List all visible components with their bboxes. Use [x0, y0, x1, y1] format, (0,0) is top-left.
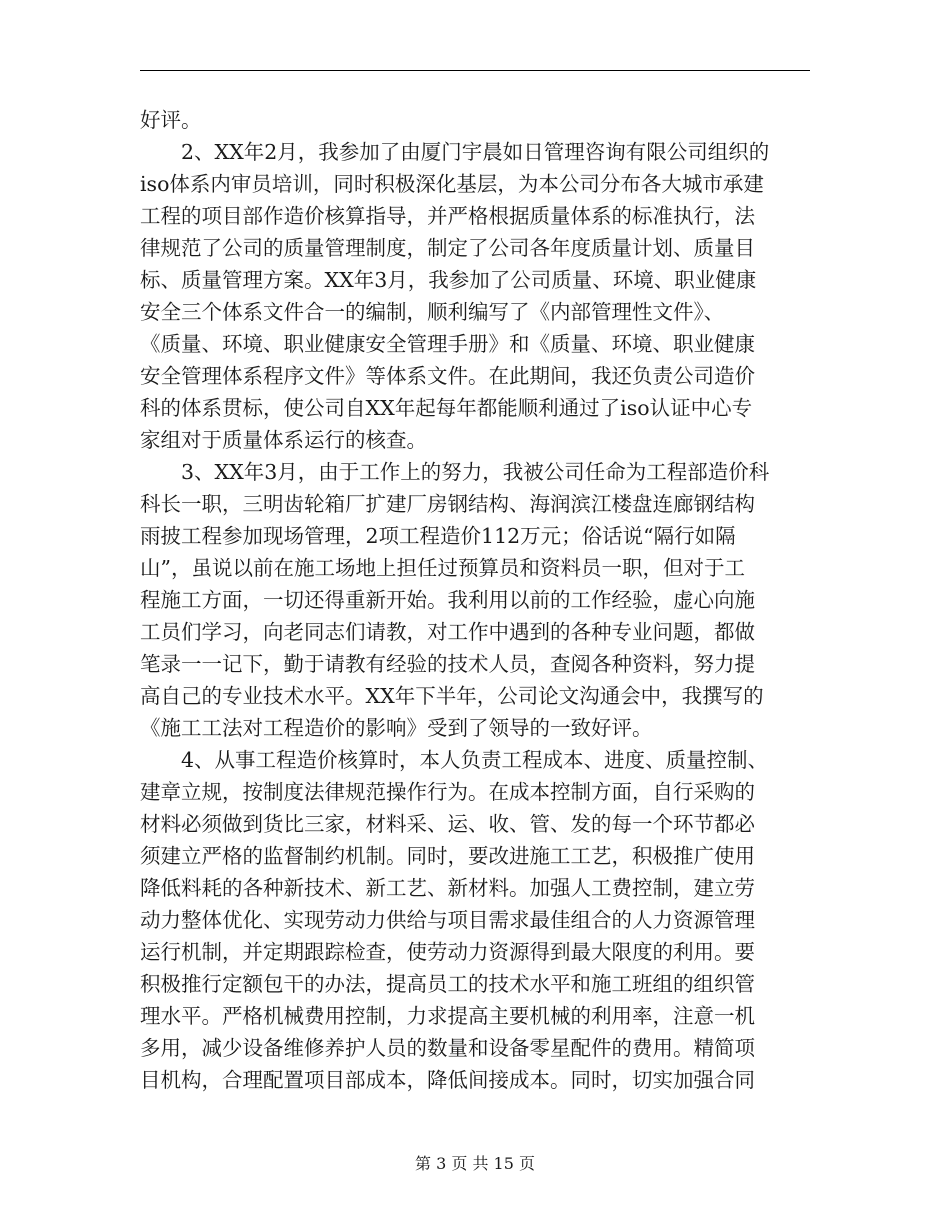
text-line: 工程的项目部作造价核算指导，并严格根据质量体系的标准执行，法	[140, 204, 755, 228]
text-line: iso体系内审员培训，同时积极深化基层，为本公司分布各大城市承建	[140, 172, 764, 196]
page-number-footer: 第 3 页 共 15 页	[415, 1154, 535, 1173]
text-line: 科的体系贯标，使公司自XX年起每年都能顺利通过了iso认证中心专	[140, 396, 753, 420]
text-line: 《施工工法对工程造价的影响》受到了领导的一致好评。	[140, 716, 653, 740]
text-line: 山”，虽说以前在施工场地上担任过预算员和资料员一职，但对于工	[140, 556, 745, 580]
text-line: 建章立规，按制度法律规范操作行为。在成本控制方面，自行采购的	[140, 780, 755, 804]
text-line: 安全管理体系程序文件》等体系文件。在此期间，我还负责公司造价	[140, 364, 755, 388]
text-line: 理水平。严格机械费用控制，力求提高主要机械的利用率，注意一机	[140, 1004, 755, 1028]
text-line: 积极推行定额包干的办法，提高员工的技术水平和施工班组的组织管	[140, 972, 755, 996]
text-line: 高自己的专业技术水平。XX年下半年，公司论文沟通会中，我撰写的	[140, 684, 764, 708]
paragraph-4-start: 4、从事工程造价核算时，本人负责工程成本、进度、质量控制、	[181, 748, 769, 772]
text-line: 降低料耗的各种新技术、新工艺、新材料。加强人工费控制，建立劳	[140, 876, 755, 900]
text-line: 程施工方面，一切还得重新开始。我利用以前的工作经验，虚心向施	[140, 588, 755, 612]
text-line: 科长一职，三明齿轮箱厂扩建厂房钢结构、海润滨江楼盘连廊钢结构	[140, 492, 755, 516]
text-line: 好评。	[140, 108, 202, 132]
text-line: 材料必须做到货比三家，材料采、运、收、管、发的每一个环节都必	[140, 812, 755, 836]
paragraph-3-start: 3、XX年3月，由于工作上的努力，我被公司任命为工程部造价科	[181, 460, 770, 484]
text-line: 多用，减少设备维修养护人员的数量和设备零星配件的费用。精简项	[140, 1036, 755, 1060]
text-line: 律规范了公司的质量管理制度，制定了公司各年度质量计划、质量目	[140, 236, 755, 260]
text-line: 家组对于质量体系运行的核查。	[140, 428, 427, 452]
text-line: 工员们学习，向老同志们请教，对工作中遇到的各种专业问题，都做	[140, 620, 755, 644]
text-line: 须建立严格的监督制约机制。同时，要改进施工工艺，积极推广使用	[140, 844, 755, 868]
text-line: 标、质量管理方案。XX年3月，我参加了公司质量、环境、职业健康	[140, 268, 757, 292]
text-line: 运行机制，并定期跟踪检查，使劳动力资源得到最大限度的利用。要	[140, 940, 755, 964]
text-line: 动力整体优化、实现劳动力供给与项目需求最佳组合的人力资源管理	[140, 908, 755, 932]
text-line: 《质量、环境、职业健康安全管理手册》和《质量、环境、职业健康	[140, 332, 755, 356]
text-line: 雨披工程参加现场管理，2项工程造价112万元；俗话说“隔行如隔	[140, 524, 736, 548]
paragraph-2-start: 2、XX年2月，我参加了由厦门宇晨如日管理咨询有限公司组织的	[181, 140, 770, 164]
text-line: 安全三个体系文件合一的编制，顺利编写了《内部管理性文件》、	[140, 300, 725, 324]
body-text	[140, 104, 810, 1096]
header-rule	[140, 70, 810, 71]
text-line: 笔录一一记下，勤于请教有经验的技术人员，查阅各种资料，努力提	[140, 652, 755, 676]
text-line: 目机构，合理配置项目部成本，降低间接成本。同时，切实加强合同	[140, 1068, 755, 1092]
